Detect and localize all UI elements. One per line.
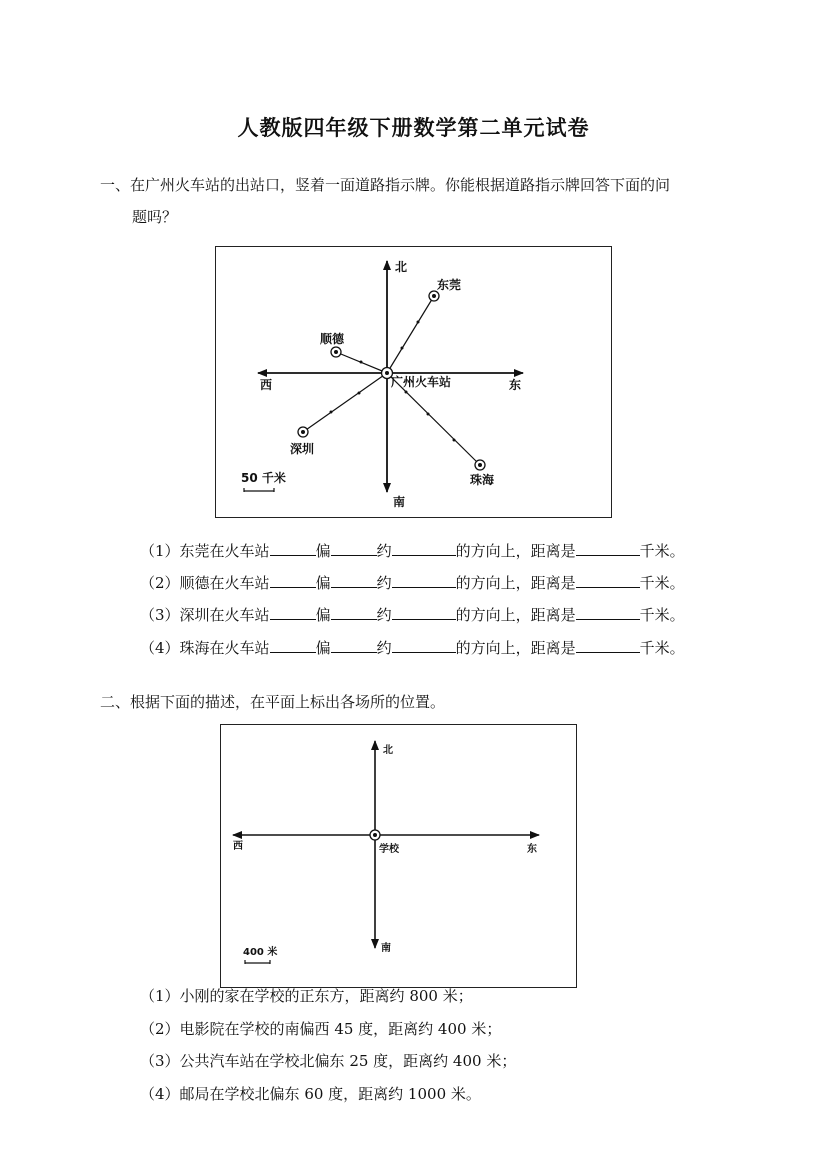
- school-map: [221, 725, 576, 987]
- tick-dot: [330, 411, 333, 414]
- scale-label: 50 千米: [241, 471, 286, 485]
- label-dongguan: 东莞: [437, 278, 462, 292]
- road-sign-diagram: [215, 246, 612, 518]
- answer-blank[interactable]: [392, 638, 456, 653]
- answer-blank[interactable]: [576, 638, 640, 653]
- tick-dot: [417, 321, 420, 324]
- answer-blank[interactable]: [331, 573, 377, 588]
- answer-blank[interactable]: [576, 573, 640, 588]
- route-shenzhen: [303, 373, 387, 432]
- road-sign-map: [216, 247, 611, 517]
- route-dongguan: [387, 296, 434, 373]
- question-2: （2）顺德在火车站 偏 约 的方向上，距离是 千米。: [140, 574, 685, 592]
- tick-dot: [358, 392, 361, 395]
- tick-dot: [401, 347, 404, 350]
- label-south: 南: [393, 495, 406, 509]
- dongguan-marker: [429, 291, 439, 301]
- shenzhen-marker: [298, 427, 308, 437]
- answer-blank[interactable]: [270, 605, 316, 620]
- zhuhai-marker: [475, 460, 485, 470]
- tick-dot: [453, 439, 456, 442]
- description-2: （2）电影院在学校的南偏西 45 度，距离约 400 米；: [140, 1020, 502, 1038]
- description-1: （1）小刚的家在学校的正东方，距离约 800 米；: [140, 987, 473, 1005]
- question-4: （4）珠海在火车站 偏 约 的方向上，距离是 千米。: [140, 639, 685, 657]
- answer-blank[interactable]: [270, 638, 316, 653]
- label-shunde: 顺德: [320, 332, 345, 346]
- tick-dot: [405, 391, 408, 394]
- answer-blank[interactable]: [331, 541, 377, 556]
- label-school: 学校: [379, 844, 399, 855]
- label-west: 西: [260, 378, 273, 392]
- label-center: 广州火车站: [391, 375, 452, 389]
- section1-question-line1: 一、在广州火车站的出站口，竖着一面道路指示牌。你能根据道路指示牌回答下面的问: [100, 176, 671, 194]
- school-map-diagram[interactable]: [220, 724, 577, 988]
- answer-blank[interactable]: [392, 541, 456, 556]
- answer-blank[interactable]: [270, 541, 316, 556]
- answer-blank[interactable]: [392, 573, 456, 588]
- answer-blank[interactable]: [331, 638, 377, 653]
- section2-heading: 二、根据下面的描述，在平面上标出各场所的位置。: [100, 693, 446, 711]
- section1-question-line2: 题吗？: [132, 208, 178, 226]
- answer-blank[interactable]: [576, 541, 640, 556]
- answer-blank[interactable]: [331, 605, 377, 620]
- shunde-marker: [331, 347, 341, 357]
- description-3: （3）公共汽车站在学校北偏东 25 度，距离约 400 米；: [140, 1052, 517, 1070]
- label-east: 东: [527, 844, 537, 855]
- school-marker: [370, 830, 380, 840]
- question-3: （3）深圳在火车站 偏 约 的方向上，距离是 千米。: [140, 606, 685, 624]
- label-west: 西: [233, 841, 243, 852]
- label-south: 南: [381, 943, 391, 954]
- label-east: 东: [509, 378, 522, 392]
- description-4: （4）邮局在学校北偏东 60 度，距离约 1000 米。: [140, 1085, 481, 1103]
- label-zhuhai: 珠海: [470, 473, 495, 487]
- answer-blank[interactable]: [576, 605, 640, 620]
- answer-blank[interactable]: [270, 573, 316, 588]
- answer-blank[interactable]: [392, 605, 456, 620]
- page-title: 人教版四年级下册数学第二单元试卷: [237, 115, 590, 140]
- tick-dot: [427, 413, 430, 416]
- tick-dot: [360, 361, 363, 364]
- label-shenzhen: 深圳: [290, 442, 315, 456]
- scale-label: 400 米: [243, 947, 278, 958]
- question-1: （1）东莞在火车站 偏 约 的方向上，距离是 千米。: [140, 542, 685, 560]
- label-north: 北: [383, 745, 393, 756]
- label-north: 北: [395, 260, 408, 274]
